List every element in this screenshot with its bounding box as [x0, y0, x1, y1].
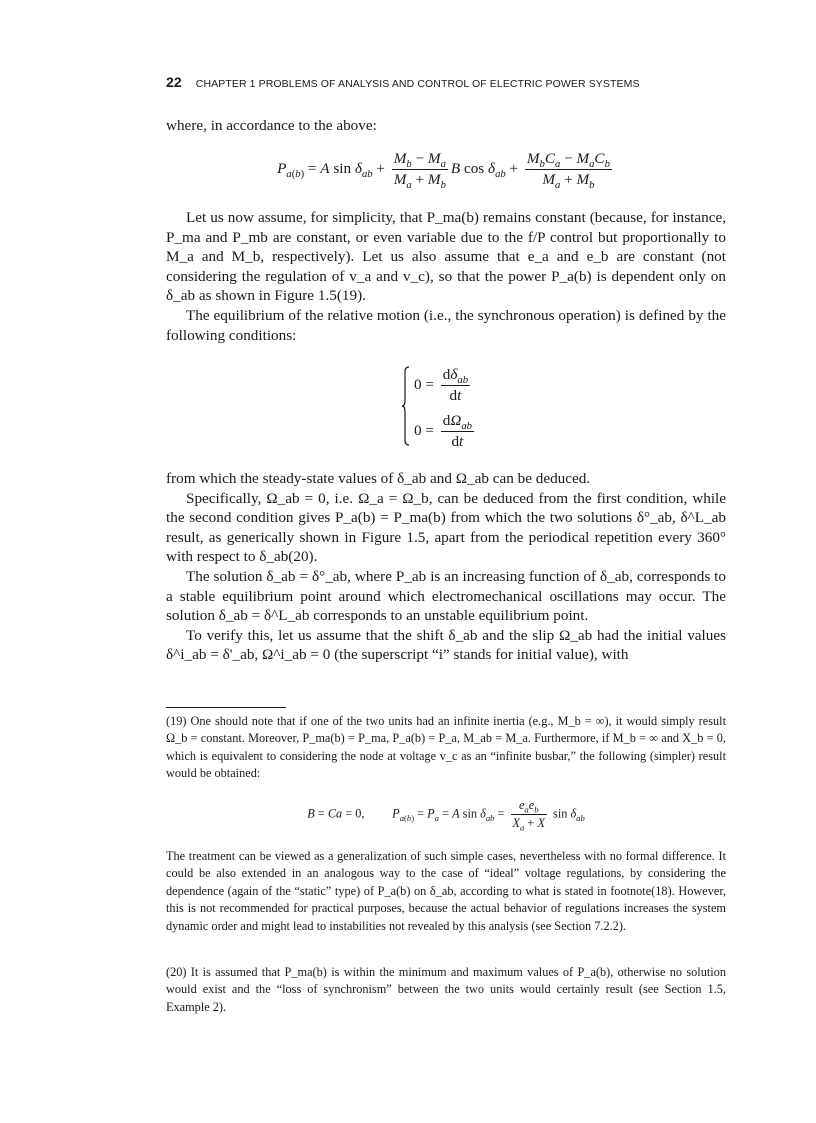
condition-2: 0 = $\frac{d\Omega_{ab}}{dt}$ [414, 412, 472, 450]
footnote-19: (19) One should note that if one of the two units had an infinite inertia (e.g., M_b = ∞), it would simply result Ω_b = constant. Moreover, P_ma(b) = P_ma, P_a(b) = P_a, M_ab = M_a. Furthermore, if M_b = ∞ and X_b = 0, which is equivalent to considering the node at voltage v_c as an “infinite busbar,” the following (simpler) result would be obtained: [166, 714, 726, 781]
footnote-rule [166, 707, 286, 708]
paragraph-5: The solution δ_ab = δ°_ab, where P_ab is an increasing function of δ_ab, corresponds to a stable equilibrium point around which electromechanical oscillations may occur. The solution δ_ab = δ^L_ab corresponds to an unstable equilibrium point. [166, 567, 726, 625]
intro-line: where, in accordance to the above: [166, 117, 377, 134]
paragraph-1: Let us now assume, for simplicity, that P_ma(b) remains constant (because, for instance, P_ma and P_mb are constant, or even variable due to the f/P control but proportionally to M_a and M_b, respectively). Let us also assume that e_a and e_b are constant (not considering the regulation of v_a and v_c), so that the power P_a(b) is dependent only on δ_ab as shown in Figure 1.5(19). [166, 209, 726, 305]
running-title: CHAPTER 1 PROBLEMS OF ANALYSIS AND CONTROL OF ELECTRIC POWER SYSTEMS [195, 78, 640, 90]
footnote-19-continued: The treatment can be viewed as a generalization of such simple cases, nevertheless with no formal difference. It could be also extended in an analogous way to the case of “ideal” voltage regulations, by considering the dependence (again of the “static” type) of P_a(b) on δ_ab, according to what is stated in footnote(18). However, this is not recommended for practical purposes, because the actual behavior of regulations increases the system dynamic order and might lead to instabilities not revealed by this analysis (see Section 7.2.2). [166, 849, 726, 933]
footnote-19-equation: B = Ca = 0, $P_{a(b)} = P_a = A$ $\sin \delta_{ab}$ = $\frac{e_ae_b}{X_a + X}$ $\sin \delta_{ab}$ [307, 798, 585, 833]
left-brace-icon [402, 366, 410, 446]
page-number: 22 [166, 74, 182, 90]
paragraph-3: from which the steady-state values of δ_ab and Ω_ab can be deduced. [166, 470, 591, 487]
equation-pab: $P_{a(b)} = A$ $\sin \delta_{ab}$ + $\frac{M_b - M_a}{M_a + M_b}$ B $\cos \delta_{ab}$ + $\frac{M_bC_a - M_aC_b}{M_a + M_b}$ [277, 150, 610, 192]
footnote-20: (20) It is assumed that P_ma(b) is within the minimum and maximum values of P_a(b), otherwise no solution would exist and the “loss of synchronism” between the two units would certainly result (see Section 1.5, Example 2). [166, 965, 726, 1014]
paragraph-4: Specifically, Ω_ab = 0, i.e. Ω_a = Ω_b, can be deduced from the first condition, while the second condition gives P_a(b) = P_ma(b) from which the two solutions δ°_ab, δ^L_ab result, as generically shown in Figure 1.5, apart from the periodical repetition every 360° with respect to δ_ab(20). [166, 489, 726, 566]
paragraph-2: The equilibrium of the relative motion (i.e., the synchronous operation) is defined by the following conditions: [166, 306, 726, 344]
running-header [166, 74, 640, 90]
condition-1: 0 = $\frac{d\delta_{ab}}{dt}$ [414, 366, 469, 404]
paragraph-6: To verify this, let us assume that the shift δ_ab and the slip Ω_ab had the initial values δ^i_ab = δ'_ab, Ω^i_ab = 0 (the superscript “i” stands for initial value), with [166, 626, 726, 664]
body-paragraphs-b [166, 469, 726, 665]
body-paragraphs-a [166, 208, 726, 345]
